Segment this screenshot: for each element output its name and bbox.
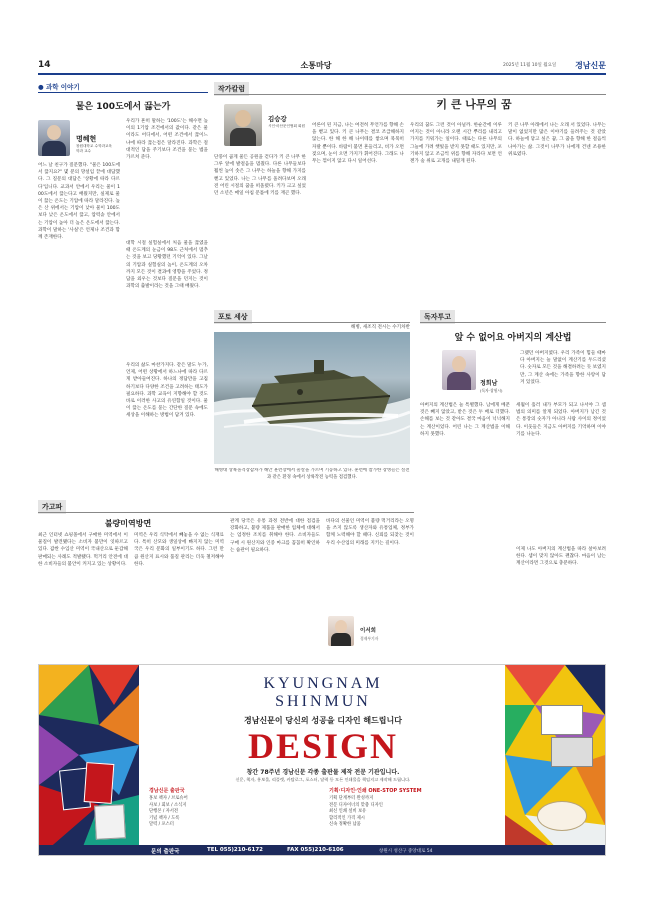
service-item: 합리적인 가격 제시 <box>329 815 365 821</box>
services-left-title: 경남신문 출판국 <box>149 788 185 794</box>
design-advertisement <box>38 664 606 856</box>
contact-fax: FAX 055)210-6106 <box>287 847 344 853</box>
essay-tag-rule <box>214 94 606 95</box>
science-tag-rule <box>38 92 208 93</box>
reader-title: 앞 수 없어요 아버지의 계산법 <box>454 333 572 343</box>
photo-tag-rule <box>214 322 410 323</box>
photo-headline: 해병, 새조직 전시는 수기차반 <box>350 325 410 330</box>
opinion-author-title: 경제부기자 <box>360 636 379 641</box>
science-author-photo <box>38 120 70 156</box>
science-title: 물은 100도에서 끓는가 <box>75 102 171 112</box>
tag-bullet-icon: ● <box>38 83 46 91</box>
science-tag: ● 과학 이야기 <box>38 83 80 91</box>
ad-brand-line-1: KYUNGNAM <box>263 675 383 692</box>
photo-section <box>214 310 410 494</box>
science-body-4: 우리의 삶도 마찬가지다. 같은 말도 누가, 언제, 어떤 상황에서 하느냐에 따라 다르게 받아들여진다. 하나의 정답만을 고집하기보다 다양한 조건을 고려하는 태도가 필요하다. 과학 교육이 지향해야 할 것도 바로 이러한 사고의 유연함일 것이다. 물이 끓는 온도를 묻는 간단한 질문 속에도 세상을 이해하는 방법이 담겨 있다. <box>126 363 208 419</box>
opinion-tag-rule <box>38 512 414 513</box>
service-item: 사보 / 회보 / 소식지 <box>149 802 187 808</box>
opinion-tag: 가고파 <box>38 500 66 514</box>
author-silhouette-icon <box>47 125 61 140</box>
service-item: 기념 책자 / 도록 <box>149 815 180 821</box>
opinion-body-3: 관계 당국은 유통 과정 전반에 대한 점검을 강화하고, 불량 제품을 판매한 업체에 대해서는 엄정한 조치를 취해야 한다. 소비자들도 구매 시 원산지와 인증 마크를 꼼꼼히 확인하는 습관이 필요하다. <box>230 519 320 553</box>
ad-tagline: 경남신문이 당신의 성공을 디자인 해드립니다 <box>244 716 402 725</box>
ad-contact-bar <box>39 845 606 856</box>
reader-column <box>420 310 606 656</box>
essay-author-name: 김승강 <box>268 115 287 123</box>
ad-services-left <box>149 787 319 829</box>
reader-body-4: 이제 나도 아버지의 계산법을 따라 살아보려 한다. 셈이 맞지 않아도 괜찮다. 마음이 남는 계산이라면 그것으로 충분하다. <box>516 547 606 567</box>
amphibious-vehicle-illustration <box>214 332 410 464</box>
issue-date: 2025년 11월 10일 월요일 <box>503 63 557 68</box>
opinion-column <box>38 500 414 656</box>
opinion-body-1: 최근 인터넷 쇼핑몰에서 구매한 미역에서 이물질이 발견됐다는 소비자 불만이 잇따르고 있다. 값싼 수입산 미역이 국내산으로 둔갑해 판매되는 사례도 적발됐다. 먹거리 안전에 대한 소비자들의 불안이 커지고 있는 상황이다. <box>38 533 128 567</box>
opinion-body-4: 바다의 선물인 미역이 불량 먹거리라는 오명을 쓰지 않도록 생산자와 유통업체, 정부가 함께 노력해야 할 때다. 신뢰를 되찾는 것이 우리 수산업의 미래를 지키는 길이다. <box>326 519 414 546</box>
reader-body-3: 세월이 흘러 내가 부모가 되고 나서야 그 셈법의 의미를 알게 되었다. 아버지가 남긴 것은 통장의 숫자가 아니라 사람 사이의 정이었다. 이웃들은 지금도 아버지를 기억하며 이야기를 나눈다. <box>516 403 606 437</box>
science-body-1: 어느 날 친구가 질문했다. "물은 100도에서 끓지요?" 몇 분의 망설임 끝에 대답했다. 그 질문의 대답은 '상황에 따라 다르다'입니다. 교과서 안에서 우리는 물이 100도에서 끓는다고 배웠지만, 실제로 물이 끓는 온도는 기압에 따라 달라진다. 높은 산 위에서는 기압이 낮아 물이 100도보다 낮은 온도에서 끓고, 압력솥 안에서는 기압이 높아 더 높은 온도에서 끓는다. 과학이 말하는 '사실'은 언제나 조건과 함께 존재한다. <box>38 163 120 241</box>
essay-tag: 작가칼럼 <box>214 82 249 96</box>
service-item: 신속 정확한 납품 <box>329 822 361 827</box>
header-rule <box>38 73 606 75</box>
ad-brand-line-2: SHINMUN <box>275 693 371 710</box>
reader-author-photo <box>442 350 476 390</box>
contact-label: 문의 출판국 <box>151 849 180 855</box>
essay-body-3: 우리의 꿈도 그런 것이 아닐까. 한순간에 이루어지는 것이 아니라 오랜 시간 뿌리를 내리고 가지를 키워가는 일이다. 때로는 다른 나무의 그늘에 가려 햇빛을 받지 못할 때도 있지만, 포기하지 않고 조금씩 위를 향해 자라다 보면 언젠가 숲 위로 고개를 내밀게 된다. <box>410 123 502 165</box>
ad-main-word: DESIGN <box>247 726 399 766</box>
reader-author-title: (독자·창원시) <box>480 388 503 393</box>
service-item: 전문 디자이너의 맞춤 디자인 <box>329 802 383 808</box>
paper-name: 경남신문 <box>575 61 606 70</box>
page-header <box>38 60 606 74</box>
service-item: 달력 / 포스터 <box>149 822 174 827</box>
ad-sub-detail: 신문, 책자, 홍보물, 리플렛, 카탈로그, 포스터, 달력 등 모든 인쇄물을 책임지고 제작해 드립니다. <box>235 777 411 782</box>
science-column <box>38 82 208 492</box>
section-name: 소통마당 <box>300 61 332 70</box>
essay-author-photo <box>224 104 262 146</box>
paint-palette-icon <box>537 801 587 831</box>
brochure-sample-2 <box>551 737 593 767</box>
essay-body-4: 키 큰 나무 아래에서 나는 오래 서 있었다. 나무는 말이 없었지만 많은 이야기를 들려주는 것 같았다. 하늘에 닿고 싶은 꿈, 그 꿈을 향해 한 걸음씩 나아가는 삶. 그것이 나무가 나에게 건넨 조용한 위로였다. <box>508 123 606 157</box>
ad-sub-tagline: 창간 78주년 경남신문 각종 출판물 제작 전문 기관입니다. <box>246 769 400 776</box>
contact-address: 창원시 성산구 중앙대로 54 <box>379 849 433 854</box>
reader-author-name: 정희남 <box>480 380 498 387</box>
services-right-title: 기획·디자인·인쇄 ONE-STOP SYSTEM <box>329 788 422 794</box>
service-item: 단행본 / 자서전 <box>149 809 179 814</box>
contact-phone: TEL 055)210-6172 <box>207 847 263 853</box>
photo-caption: 해병대 상륙돌격장갑차가 해안 훈련장에서 물살을 가르며 기동하고 있다. 훈련에 참가한 장병들은 실전과 같은 환경 속에서 상륙작전 능력을 점검했다. <box>214 468 410 480</box>
photo-tag: 포토 세상 <box>214 310 252 324</box>
reader-body-1: 그랬던 아버지였다. 우리 가족이 힘들 때마다 아버지는 늘 말없이 계산기를 두드리셨다. 숫자로 모든 것을 해결하려는 듯 보였지만, 그 계산 속에는 가족을 향한 사랑이 담겨 있었다. <box>520 351 606 385</box>
brochure-sample-1 <box>541 705 583 735</box>
service-item: 홍보 책자 / 브로슈어 <box>149 796 188 801</box>
page-number: 14 <box>38 60 51 70</box>
book-cover-3 <box>94 804 126 840</box>
essay-author-title: 시인·마산문인협회 회원 <box>268 124 305 128</box>
book-cover-2 <box>84 762 115 804</box>
reader-body-2: 아버지의 계산법은 늘 특별했다. 남에게 베푼 것은 빼지 않았고, 받은 것은 두 배로 더했다. 손해를 보는 것 같아도 결국 마음이 넉넉해지는 계산이었다. 어린 나는 그 계산법을 이해하지 못했다. <box>420 403 510 437</box>
science-body-3: 대학 시절 실험실에서 처음 물을 끓였을 때 온도계의 눈금이 98도 근처에서 멈추는 것을 보고 당황했던 기억이 있다. 그날의 기압과 실험실의 높이, 온도계의 오차까지 모든 것이 결과에 영향을 주었다. 정답을 외우는 것보다 질문을 던지는 것이 과학의 출발이라는 것을 그때 배웠다. <box>126 241 208 290</box>
reader-tag: 독자투고 <box>420 310 455 324</box>
essay-column <box>214 82 606 306</box>
essay-title: 키 큰 나무의 꿈 <box>436 98 512 111</box>
opinion-author-name: 이서희 <box>360 628 376 634</box>
essay-body-1: 단풍이 곱게 물든 공원을 걷다가 키 큰 나무 한 그루 앞에 발걸음을 멈췄다. 다른 나무들보다 훨씬 높이 솟은 그 나무는 하늘을 향해 가지를 뻗고 있었다. 나는 그 나무를 올려다보며 오래전 어린 시절의 꿈을 떠올렸다. 키가 크고 싶었던 소년은 매일 아침 문틀에 키를 재곤 했다. <box>214 155 306 197</box>
service-item: 기획 단계부터 완성까지 <box>329 796 374 801</box>
essay-body-2: 어른이 된 지금, 나는 여전히 무언가를 향해 손을 뻗고 있다. 키 큰 나무는 결코 조급해하지 않는다. 한 해 한 해 나이테를 쌓으며 묵묵히 자랄 뿐이다. 바람이 불면 흔들리고, 비가 오면 젖으며, 눈이 오면 가지가 휘어진다. 그래도 나무는 꺾이지 않고 다시 일어선다. <box>312 123 404 165</box>
photo-image <box>214 332 410 464</box>
ad-services-right <box>329 787 499 829</box>
opinion-author-photo <box>328 616 354 646</box>
opinion-body-2: 미역은 우리 식탁에서 빼놓을 수 없는 식재료다. 특히 산모와 생일상에 빠지지 않는 미역국은 우리 문화의 일부이기도 하다. 그런 만큼 원산지 표시와 품질 관리는 더욱 철저해야 한다. <box>134 533 224 567</box>
reader-tag-rule <box>420 322 606 323</box>
opinion-title: 불량미역방면 <box>104 519 152 528</box>
science-author-name: 명혜현 <box>76 135 97 143</box>
science-author-title: 창원대학교 수학과교육학과 교수 <box>76 144 112 153</box>
service-item: 최신 인쇄 설비 보유 <box>329 809 367 814</box>
science-body-2: 우리가 흔히 말하는 '100도'는 해수면 높이의 1기압 조건에서의 값이다. 같은 물이라도 어디에서, 어떤 조건에서 끓이느냐에 따라 끓는점은 달라진다. 과학은 절대적인 답을 주기보다 조건을 묻는 법을 가르쳐 준다. <box>126 119 208 161</box>
